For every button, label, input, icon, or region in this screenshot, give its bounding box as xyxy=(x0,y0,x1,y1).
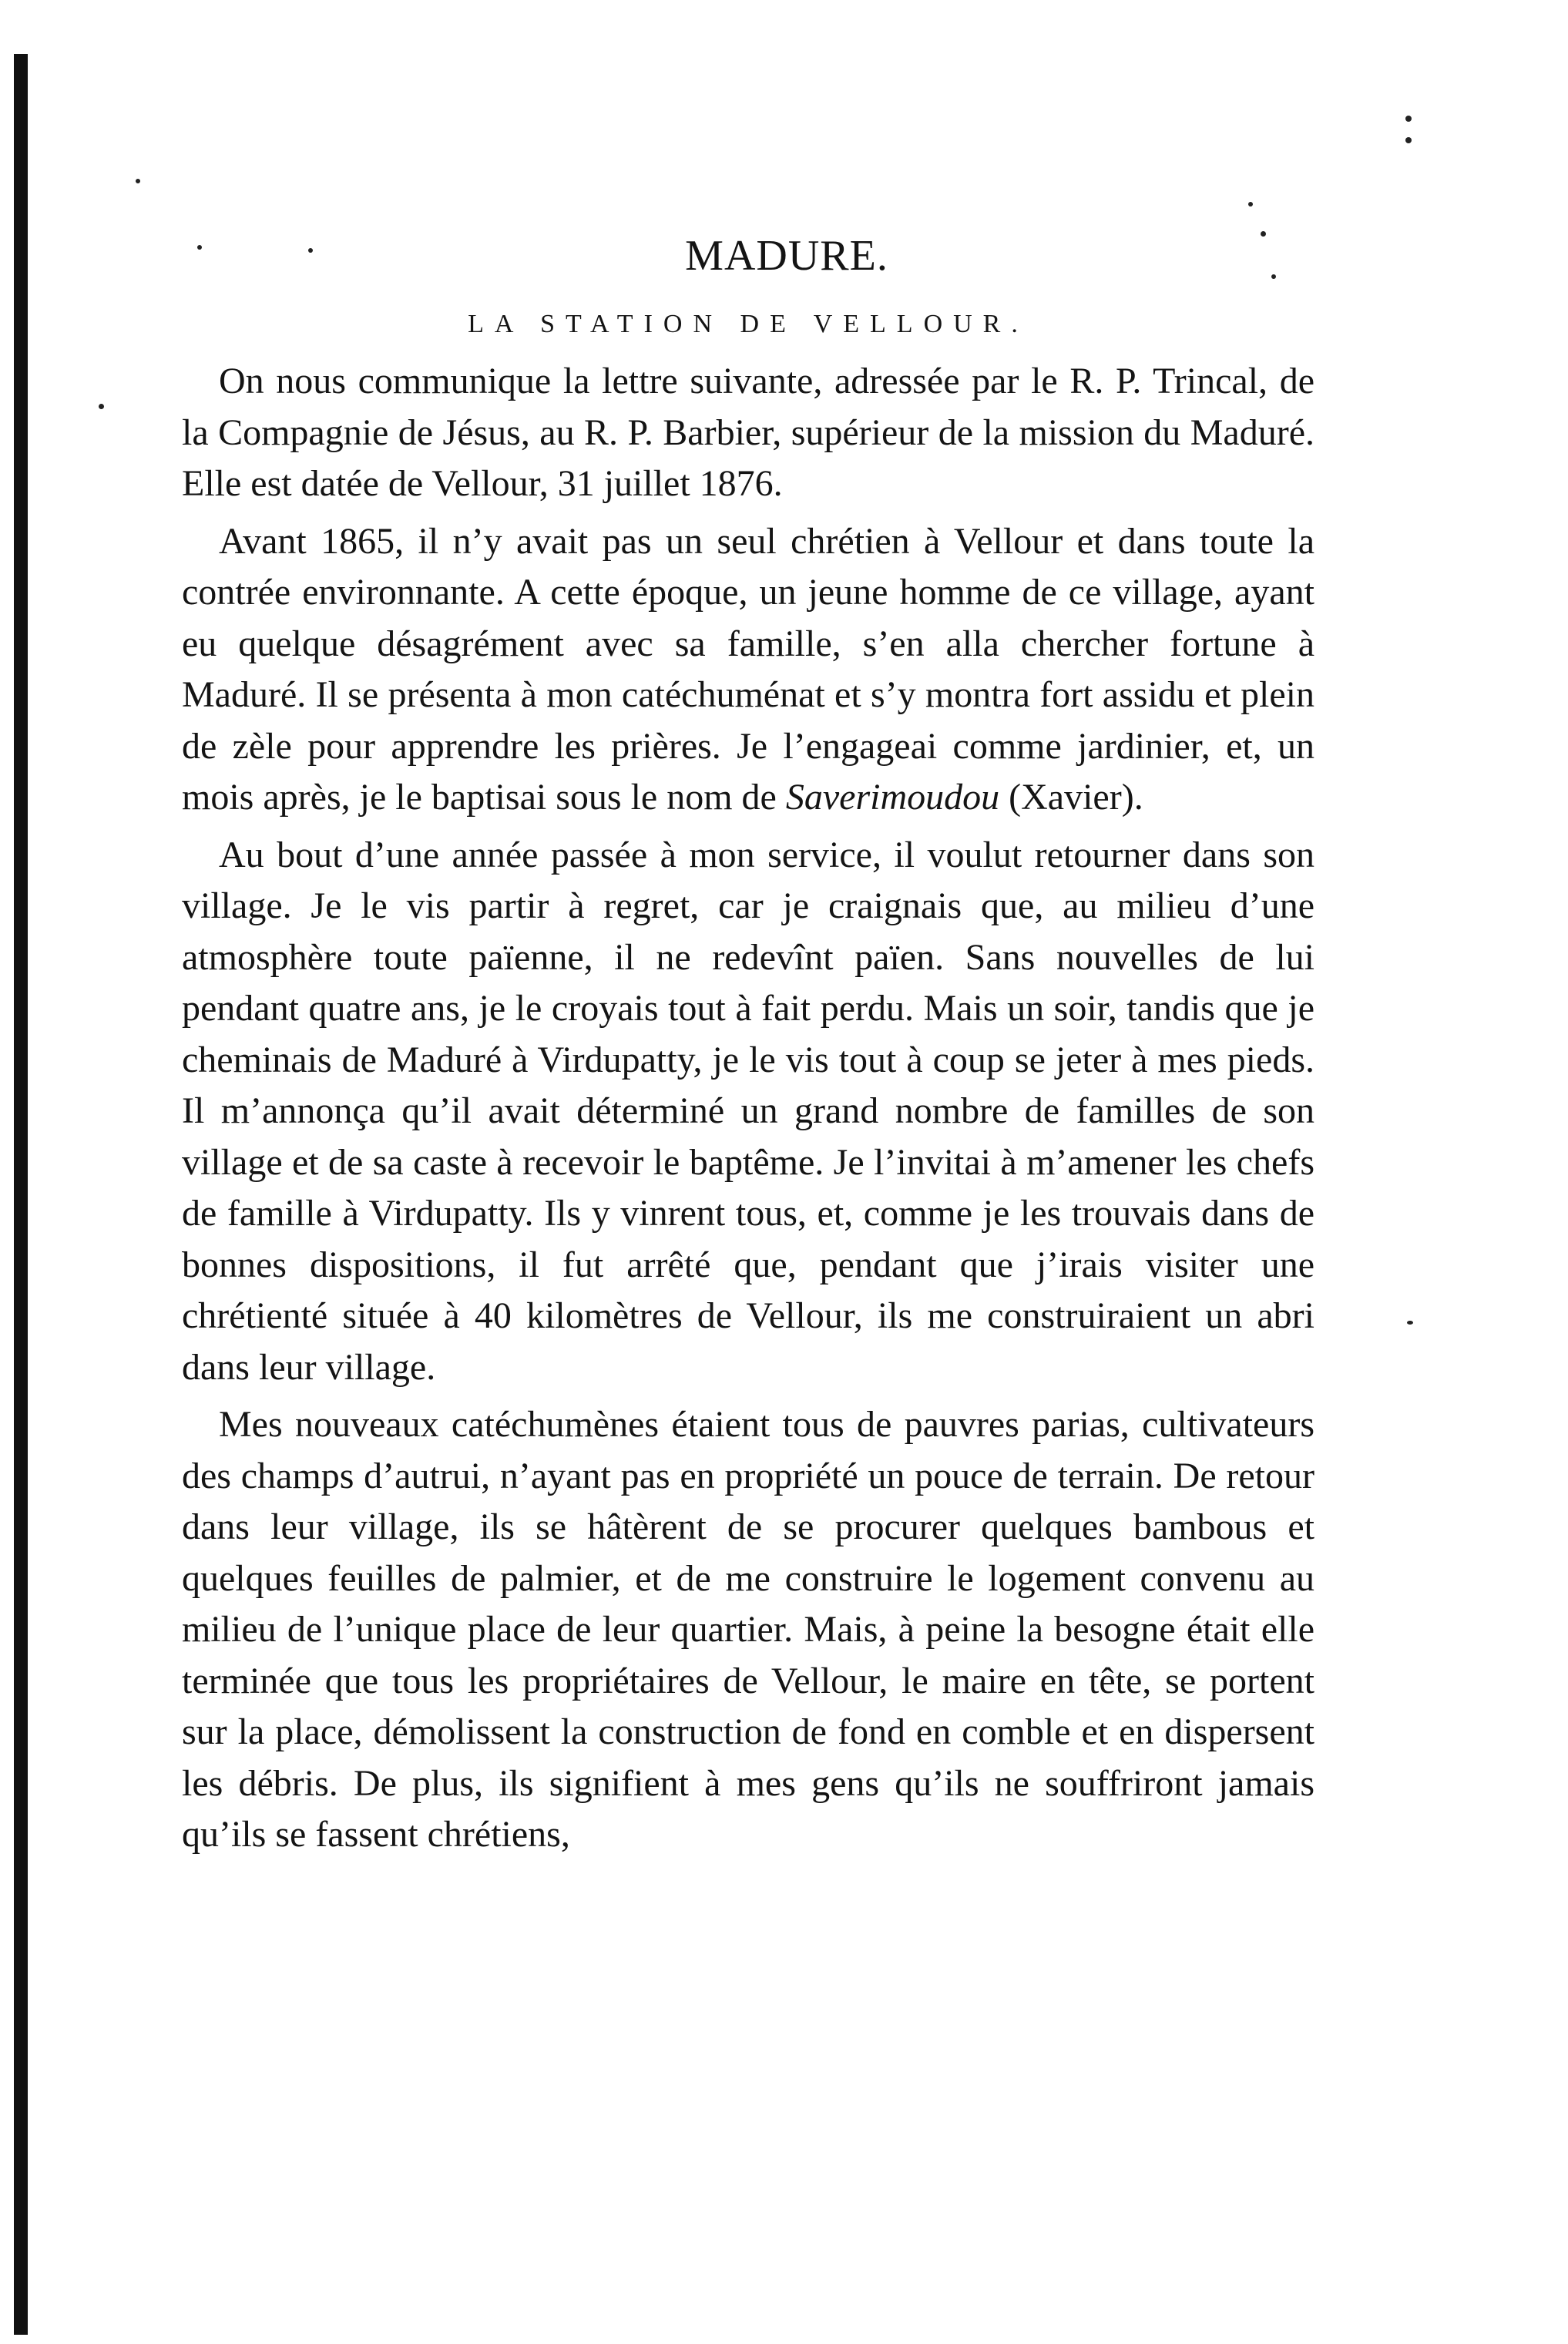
paragraph-text-end: (Xavier). xyxy=(1009,777,1143,818)
paragraph-text: Avant 1865, il n’y avait pas un seul chrétien à Vellour et dans toute la contrée environnante. A cette époque, un jeune homme de ce village, ayant eu quelque désagrément avec sa famille, s’en alla chercher fortune à Maduré. Il se présenta à mon catéchuménat et s’y montra fort assidu et plein de zèle pour apprendre les prières. Je l’engageai comme jardinier, et, un mois après, je le baptisai sous le nom de xyxy=(182,520,1315,818)
book-page xyxy=(182,231,1315,1867)
scan-speck xyxy=(1405,137,1412,143)
scan-speck xyxy=(1407,1321,1413,1325)
running-head: MADURE. xyxy=(685,232,888,280)
paragraph-return-to-village: Au bout d’une année passée à mon service, il voulut retourner dans son village. Je le vis partir à regret, car je craignais que, au milieu d’une atmosphère toute païenne, il ne redevînt païen. Sans nouvelles de lui pendant quatre ans, je le croyais tout à fait perdu. Mais un soir, tandis que je cheminais de Maduré à Virdupatty, je le vis tout à coup se jeter à mes pieds. Il m’annonça qu’il avait déterminé un grand nombre de familles de son village et de sa caste à recevoir le baptême. Je l’invitai à m’amener les chefs de famille à Virdupatty. Ils y vinrent tous, et, comme je les trouvais dans de bonnes dispositions, il fut arrêté que, pendant que j’irais visiter une chrétienté située à 40 kilomètres de Vellour, ils me construiraient un abri dans leur village. xyxy=(182,834,1315,1388)
scan-speck xyxy=(136,179,140,183)
scan-speck xyxy=(1405,116,1412,122)
baptismal-name: Saverimoudou xyxy=(785,777,1000,818)
binding-shadow xyxy=(14,54,28,2335)
paragraph-catechumens: Mes nouveaux catéchumènes étaient tous de pauvres parias, cultivateurs des champs d’autrui, n’ayant pas en propriété un pouce de terrain. De retour dans leur village, ils se hâtèrent de se procurer quelques bambous et quelques feuilles de palmier, et de me construire le logement convenu au milieu de l’unique place de leur quartier. Mais, à peine la besogne était elle terminée que tous les propriétaires de Vellour, le maire en tête, se portent sur la place, démolissent la construction de fond en comble et en dispersent les débris. De plus, ils signifient à mes gens qu’ils ne souffriront jamais qu’ils se fassent chrétiens, xyxy=(182,1404,1315,1855)
scan-speck xyxy=(1248,202,1253,207)
section-title: LA STATION DE VELLOUR. xyxy=(468,310,1029,338)
scan-speck xyxy=(99,404,104,409)
paragraph-before-1865 xyxy=(182,516,1315,824)
paragraph-intro: On nous communique la lettre suivante, adressée par le R. P. Trincal, de la Compagnie de Jésus, au R. P. Barbier, supérieur de la mission du Maduré. Elle est datée de Vellour, 31 juillet 1876. xyxy=(182,361,1315,504)
